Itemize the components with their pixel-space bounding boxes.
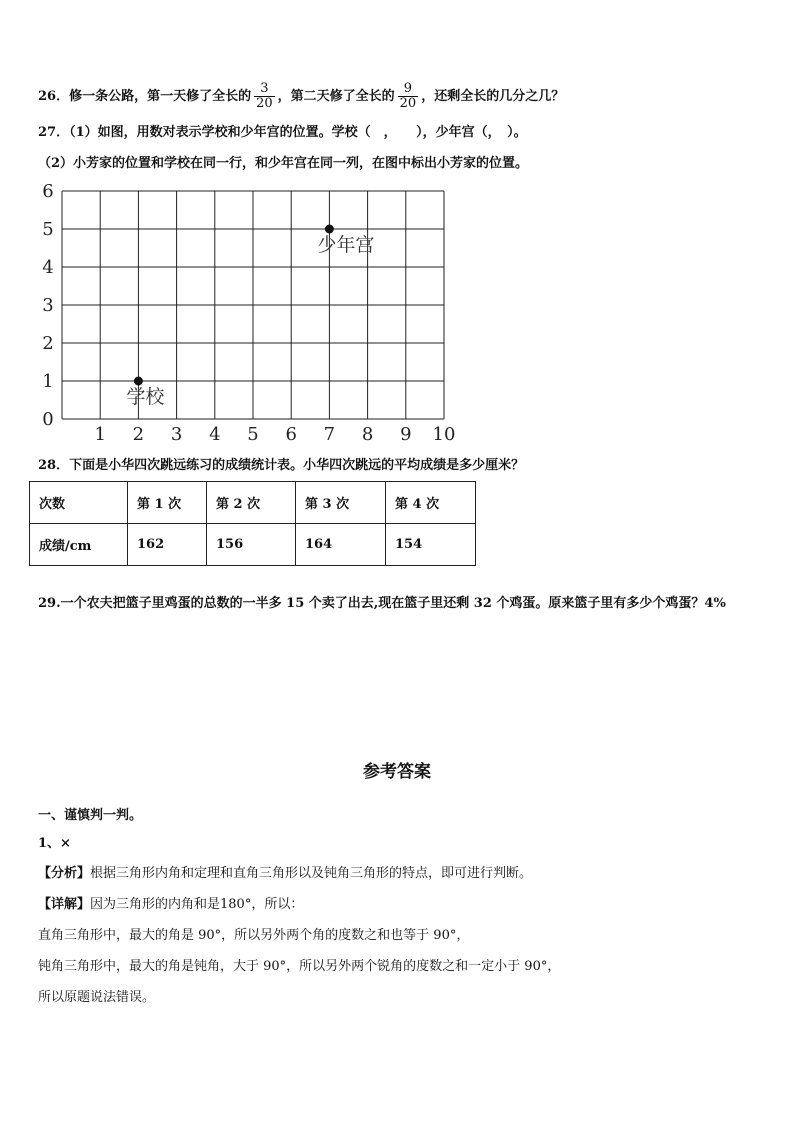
table-cell: 次数 — [30, 482, 128, 524]
detail-text: 因为三角形的内角和是180°，所以： — [90, 897, 304, 912]
x-tick-label: 7 — [323, 424, 336, 445]
table-cell: 第 3 次 — [296, 482, 386, 524]
point-label: 学校 — [126, 386, 165, 408]
point-label: 少年宫 — [317, 234, 375, 256]
x-axis-labels — [94, 424, 455, 445]
x-tick-label: 9 — [400, 424, 412, 445]
x-tick-label: 10 — [432, 424, 456, 445]
detail-tag: 【详解】 — [38, 897, 91, 912]
table-cell: 154 — [386, 524, 476, 566]
grid-lines — [62, 191, 444, 419]
table-cell: 成绩/cm — [30, 524, 128, 566]
q26-text-part1: 26．修一条公路，第一天修了全长的 — [38, 89, 252, 104]
detail-right-triangle: 直角三角形中，最大的角是 90°，所以另外两个角的度数之和也等于 90°， — [38, 928, 470, 943]
question-29: 29.一个农夫把篮子里鸡蛋的总数的一半多 15 个卖了出去,现在篮子里还剩 32 个鸡蛋。原来篮子里有多少个鸡蛋？4% — [38, 596, 726, 611]
table-cell: 第 1 次 — [128, 482, 207, 524]
score-table — [29, 481, 476, 566]
fraction-3-20: $\frac{3}{20}$ — [256, 81, 273, 111]
table-header-row — [30, 482, 476, 524]
x-tick-label: 8 — [361, 424, 374, 445]
analysis-text: 根据三角形内角和定理和直角三角形以及钝角三角形的特点，即可进行判断。 — [90, 866, 533, 881]
detail-obtuse-triangle: 钝角三角形中，最大的角是钝角，大于 90°，所以另外两个锐角的度数之和一定小于 90°， — [38, 959, 561, 974]
x-tick-label: 4 — [209, 424, 221, 445]
analysis-line — [38, 866, 532, 882]
x-tick-label: 2 — [132, 424, 145, 445]
q26-text-part2: ，第二天修了全长的 — [277, 89, 395, 104]
table-row — [30, 524, 476, 566]
detail-line — [38, 897, 303, 913]
fraction-9-20: $\frac{9}{20}$ — [399, 81, 417, 111]
y-tick-label: 2 — [42, 333, 54, 354]
table-cell: 156 — [207, 524, 296, 566]
question-27-part1: 27．（1）如图，用数对表示学校和少年宫的位置。学校（ ， ），少年宫（， ）。 — [38, 125, 527, 140]
grid-point — [134, 377, 143, 386]
answers-section-heading: 一、谨慎判一判。 — [38, 808, 143, 823]
x-tick-label: 3 — [170, 424, 183, 445]
y-tick-label: 4 — [42, 257, 54, 278]
detail-conclusion: 所以原题说法错误。 — [38, 990, 156, 1005]
grid-point — [325, 225, 334, 234]
x-tick-label: 1 — [94, 424, 106, 445]
y-tick-label: 3 — [42, 295, 54, 316]
y-tick-label: 0 — [42, 409, 54, 430]
table-cell: 第 4 次 — [386, 482, 476, 524]
table-cell: 162 — [128, 524, 207, 566]
question-27-part2: （2）小芳家的位置和学校在同一行，和少年宫在同一列，在图中标出小芳家的位置。 — [38, 156, 529, 171]
y-tick-label: 1 — [42, 371, 54, 392]
analysis-tag: 【分析】 — [38, 866, 91, 881]
answers-title: 参考答案 — [363, 762, 431, 782]
y-axis-labels — [42, 181, 53, 430]
question-26 — [38, 82, 564, 111]
y-tick-label: 6 — [42, 181, 54, 202]
y-tick-label: 5 — [42, 219, 54, 240]
answer-item-1: 1、× — [38, 836, 71, 851]
question-28: 28．下面是小华四次跳远练习的成绩统计表。小华四次跳远的平均成绩是多少厘米？ — [38, 458, 525, 473]
table-cell: 164 — [296, 524, 386, 566]
x-tick-label: 5 — [247, 424, 259, 445]
grid-points — [126, 225, 374, 409]
table-cell: 第 2 次 — [207, 482, 296, 524]
coordinate-grid — [28, 180, 468, 445]
x-tick-label: 6 — [285, 424, 297, 445]
q26-text-part3: ，还剩全长的几分之几？ — [421, 89, 565, 104]
